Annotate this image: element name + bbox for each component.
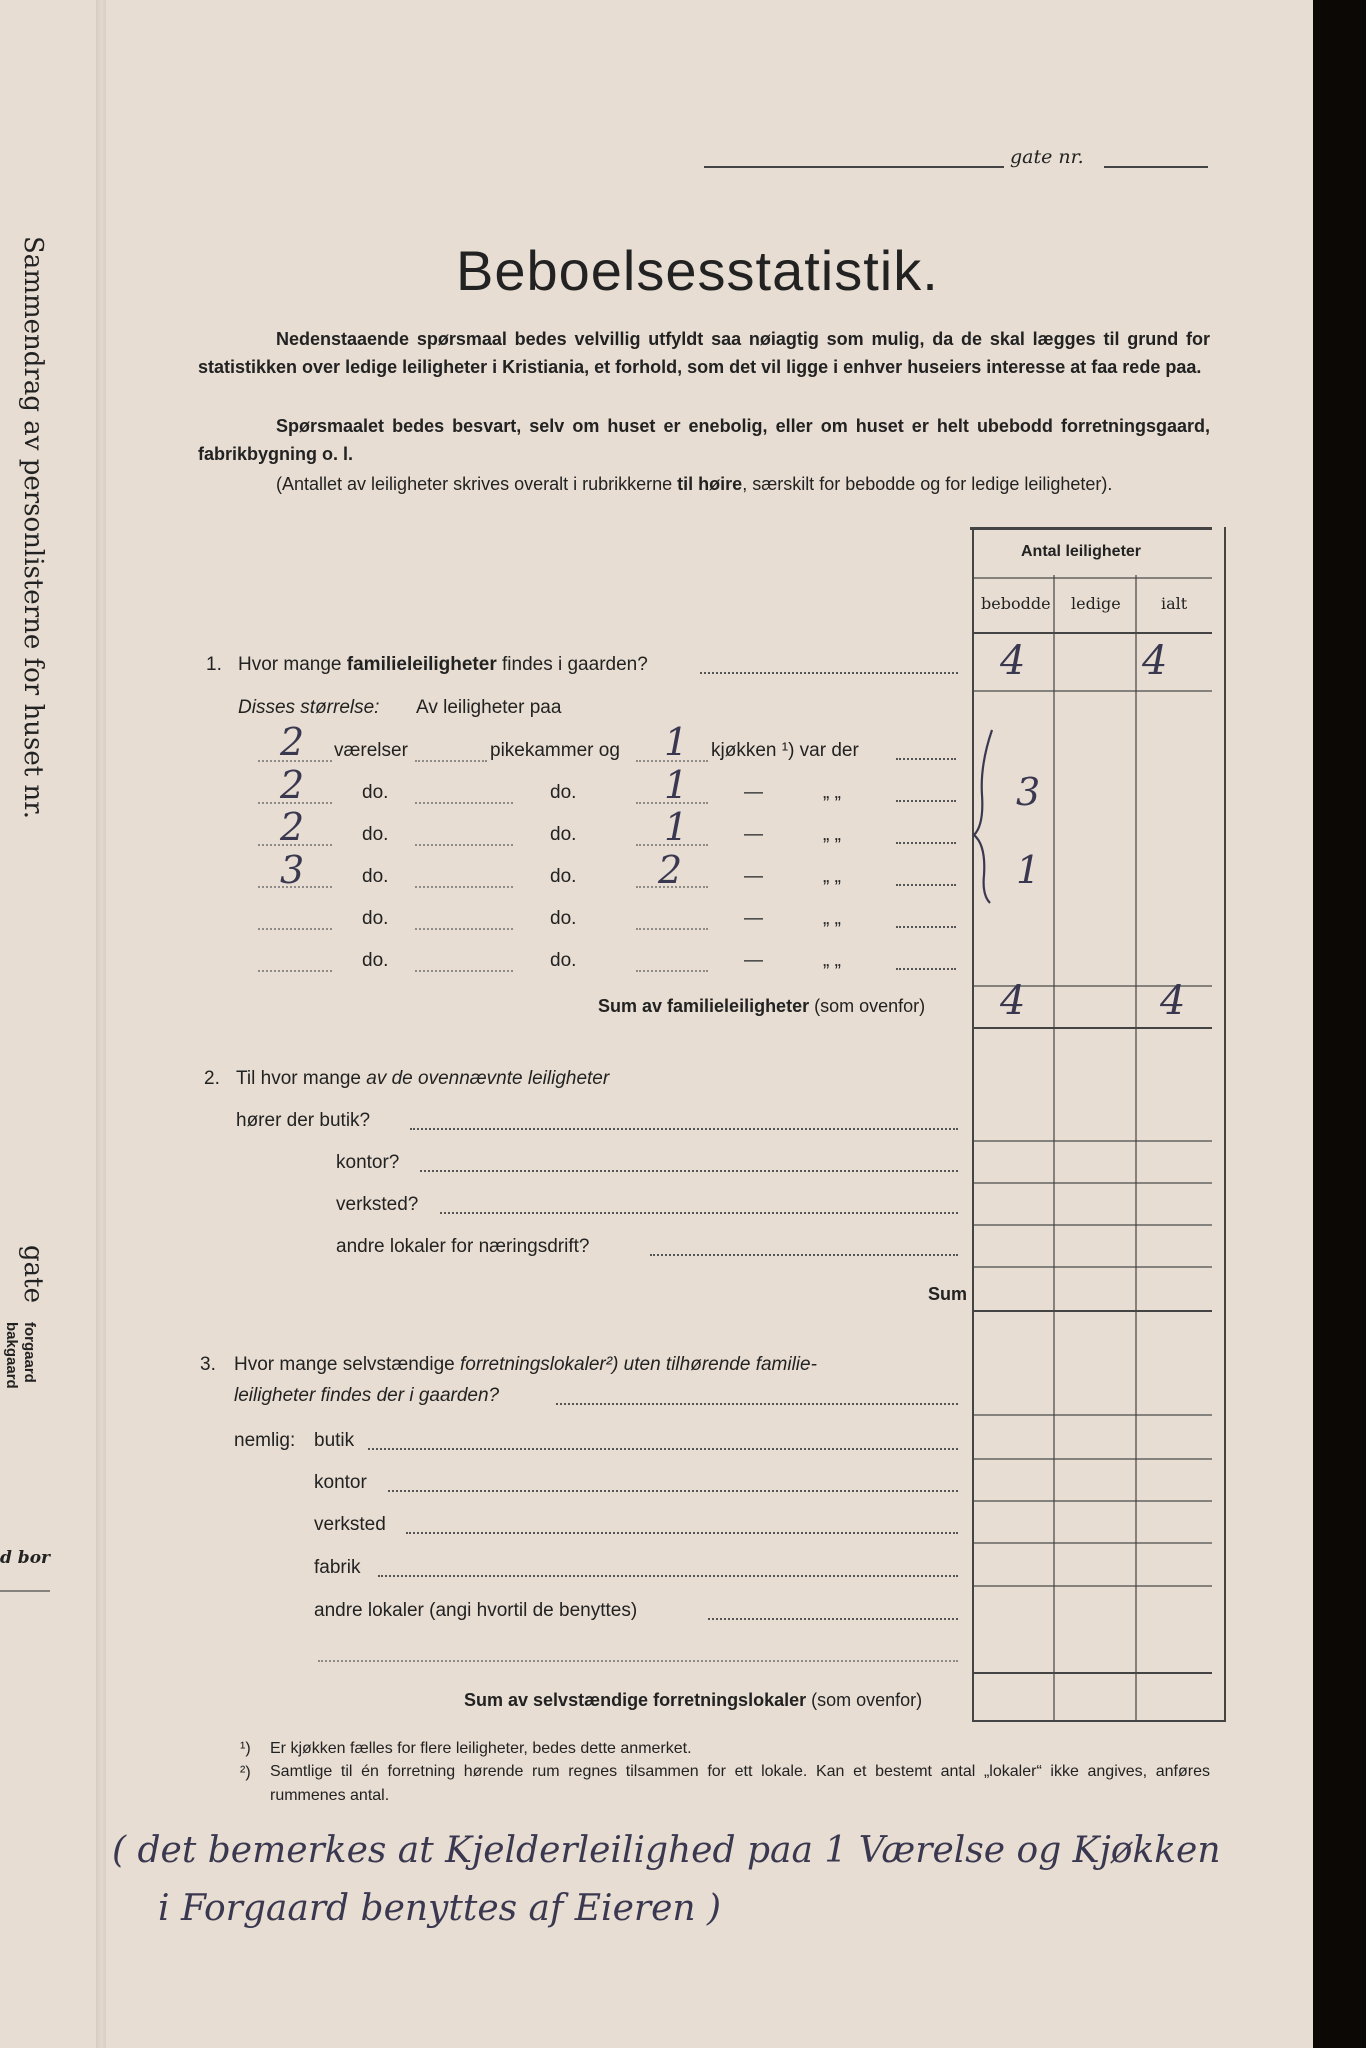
- q2-text-a: Til hvor mange: [236, 1068, 367, 1089]
- q2-row-line-2: [974, 1182, 1212, 1184]
- footnote-1-mark: ¹): [240, 1740, 251, 1757]
- left-margin-vertical-text: Sammendrag av personlisterne for huset nr.: [18, 236, 48, 820]
- q1-row6-do-dots: [415, 970, 513, 972]
- intro-p3-a: (Antallet av leiligheter skrives overalt i rubrikkerne: [276, 474, 678, 494]
- q2-number: 2.: [204, 1068, 220, 1089]
- q1-bebodde-value: 4: [1000, 638, 1026, 684]
- q1-row6-quote: „ „: [823, 950, 841, 971]
- q1-row1-pikekammer: pikekammer og: [490, 740, 620, 761]
- q1-sum-bold: Sum av familieleiligheter: [598, 996, 810, 1016]
- table-col-ledige: ledige: [1071, 594, 1121, 613]
- q1-row2-do-dots: [415, 802, 513, 804]
- q1-sum-bebodde: 4: [1000, 978, 1026, 1024]
- q1-row5-quote: „ „: [823, 908, 841, 929]
- q1-brace-value-1: 3: [1016, 770, 1041, 814]
- q1-row5-do2: do.: [550, 908, 577, 929]
- q1-row6-do2: do.: [550, 950, 577, 971]
- q1-row6-dots: [896, 968, 956, 970]
- q3-dots: [556, 1403, 958, 1405]
- q1-row2-do2: do.: [550, 782, 577, 803]
- q1-text-a: Hvor mange: [238, 654, 347, 675]
- q2-kontor: kontor?: [336, 1152, 400, 1173]
- q1-row-line: [974, 690, 1212, 692]
- table-top-line: [970, 527, 1212, 530]
- q1-row1-kitchen-dots: [636, 760, 708, 762]
- q1-text-c: findes i gaarden?: [496, 654, 648, 675]
- q2-butik-dots: [410, 1128, 958, 1130]
- q2-row-line-3: [974, 1224, 1212, 1226]
- gate-line-right: [1104, 166, 1208, 168]
- q1-row2-dots: [896, 800, 956, 802]
- q1-row3-dash: —: [744, 824, 763, 845]
- q3-question-line1: [234, 1354, 817, 1376]
- gate-nr-label: gate nr.: [1010, 146, 1084, 168]
- q1-row2-kitchen: 1: [664, 763, 689, 807]
- q3-question-line2: leiligheter findes der i gaarden?: [234, 1385, 500, 1406]
- q1-row3-do1: do.: [362, 824, 389, 845]
- q3-sum-bold: Sum av selvstændige forretningslokaler: [464, 1690, 807, 1710]
- q1-row4-kitchen: 2: [658, 848, 683, 892]
- q1-row3-rooms-dots: [258, 844, 332, 846]
- q1-row1-rooms-dots: [258, 760, 332, 762]
- q1-row2-rooms-dots: [258, 802, 332, 804]
- q1-sizes-label: Disses størrelse:: [238, 697, 380, 718]
- q1-row4-rooms: 3: [280, 848, 305, 892]
- q1-dots: [700, 672, 958, 674]
- q3-row-line-0: [974, 1414, 1212, 1416]
- q3-verksted-dots: [406, 1532, 958, 1534]
- q1-row3-quote: „ „: [823, 824, 841, 845]
- left-margin-gate: gate: [18, 1245, 48, 1303]
- page-title: Beboelsesstatistik.: [456, 239, 939, 302]
- intro-paragraph-3: [198, 470, 1210, 498]
- q2-sum: Sum: [928, 1284, 968, 1304]
- table-right-line: [1224, 527, 1226, 1722]
- q3-nemlig: nemlig:: [234, 1430, 296, 1451]
- q1-sum-bottom-line: [974, 1027, 1212, 1029]
- table-col-bebodde: bebodde: [981, 594, 1051, 613]
- intro-paragraph-1: Nedenstaaende spørsmaal bedes velvillig utfyldt saa nøiagtig som mulig, da de skal lægges til grund for statistikken over ledige leiligheter i Kristiania, et forhold, som det vil ligge i enhver huseiers interesse at faa rede paa.: [198, 329, 1210, 377]
- q1-row4-dots: [896, 884, 956, 886]
- q1-row6-do1: do.: [362, 950, 389, 971]
- q1-row1-kjokken: kjøkken ¹) var der: [711, 740, 859, 761]
- footnote-2: Samtlige til én forretning hørende rum regnes tilsammen for ett lokale. Kan et bestemt antal „lokaler“ ikke angives, anføres rummenes antal.: [270, 1763, 1210, 1804]
- q3-andre-line: [318, 1660, 958, 1662]
- q1-question: [238, 654, 648, 676]
- q2-sum-line: [974, 1310, 1212, 1312]
- q1-row2-dash: —: [744, 782, 763, 803]
- q1-number: 1.: [206, 654, 222, 675]
- q1-row4-kitchen-dots: [636, 886, 708, 888]
- q3-row-line-3: [974, 1542, 1212, 1544]
- q3-sum-rest: (som ovenfor): [806, 1690, 923, 1710]
- q3-andre: andre lokaler (angi hvortil de benyttes): [314, 1600, 638, 1621]
- q1-row5-dots: [896, 926, 956, 928]
- q3-row-line-1: [974, 1458, 1212, 1460]
- q1-row2-kitchen-dots: [636, 802, 708, 804]
- q2-question: [236, 1068, 609, 1090]
- q1-row3-do2: do.: [550, 824, 577, 845]
- footnote-1: Er kjøkken fælles for flere leiligheter, bedes dette anmerket.: [270, 1740, 692, 1757]
- q1-row1-dots: [896, 758, 956, 760]
- q1-row4-do2: do.: [550, 866, 577, 887]
- q3-sum-top-line: [974, 1672, 1212, 1674]
- q1-row3-do-dots: [415, 844, 513, 846]
- q1-row6-rooms-dots: [258, 970, 332, 972]
- table-col-divider-1: [1053, 575, 1055, 1722]
- table-header-bottom: [974, 632, 1212, 634]
- q1-row4-rooms-dots: [258, 886, 332, 888]
- q3-butik: butik: [314, 1430, 355, 1451]
- q1-sum-label: [598, 996, 925, 1017]
- table-bottom-line: [974, 1720, 1226, 1722]
- q3-fabrik-dots: [378, 1575, 958, 1577]
- q1-row4-do-dots: [415, 886, 513, 888]
- q3-fabrik: fabrik: [314, 1557, 361, 1578]
- left-margin-line: [0, 1590, 50, 1592]
- q3-number: 3.: [200, 1354, 216, 1375]
- q1-brace-value-2: 1: [1016, 848, 1041, 892]
- q2-verksted-dots: [440, 1212, 958, 1214]
- q1-row3-rooms: 2: [280, 805, 305, 849]
- intro-paragraph-2: Spørsmaalet bedes besvart, selv om huset er enebolig, eller om huset er helt ubebodd forretningsgaard, fabrikbygning o. l.: [198, 416, 1210, 464]
- q1-row5-kitchen-dots: [636, 928, 708, 930]
- q2-andre-dots: [650, 1254, 958, 1256]
- table-header-divider: [974, 577, 1212, 579]
- left-margin-bor: d bor: [0, 1548, 50, 1568]
- q1-row5-dash: —: [744, 908, 763, 929]
- q1-row3-dots: [896, 842, 956, 844]
- table-col-ialt: ialt: [1161, 594, 1188, 613]
- q1-row5-do-dots: [415, 928, 513, 930]
- q1-row2-quote: „ „: [823, 782, 841, 803]
- q1-row5-rooms-dots: [258, 928, 332, 930]
- q2-text-italic: av de ovennævnte leiligheter: [366, 1068, 610, 1089]
- table-col-divider-2: [1135, 575, 1137, 1722]
- intro-p3-c: , særskilt for bebodde og for ledige leiligheter).: [742, 474, 1113, 494]
- q1-sum-rest: (som ovenfor): [809, 996, 926, 1016]
- q3-kontor: kontor: [314, 1472, 367, 1493]
- q1-row6-kitchen-dots: [636, 970, 708, 972]
- intro-p3-bold: til høire: [677, 474, 743, 494]
- q1-sum-ialt: 4: [1160, 978, 1186, 1024]
- table-header-title: Antal leiligheter: [1021, 543, 1142, 560]
- handwritten-note-line-2: i Forgaard benyttes af Eieren ): [158, 1888, 722, 1929]
- q1-row1-rooms: 2: [280, 720, 305, 764]
- q1-row5-do1: do.: [362, 908, 389, 929]
- q3-row-line-2: [974, 1500, 1212, 1502]
- q3-verksted: verksted: [314, 1514, 386, 1535]
- q3-andre-dots: [708, 1618, 958, 1620]
- q1-row4-quote: „ „: [823, 866, 841, 887]
- left-margin-forgaard: forgaard: [21, 1322, 38, 1383]
- q1-row6-dash: —: [744, 950, 763, 971]
- q1-ialt-value: 4: [1142, 638, 1168, 684]
- gate-line-left: [704, 166, 1004, 168]
- q1-row2-do1: do.: [362, 782, 389, 803]
- q1-row4-dash: —: [744, 866, 763, 887]
- q3-text-a: Hvor mange selvstændige: [234, 1354, 460, 1375]
- q2-kontor-dots: [420, 1170, 958, 1172]
- q3-row-line-4: [974, 1585, 1212, 1587]
- q3-text-italic: forretningslokaler²) uten tilhørende familie-: [460, 1354, 817, 1375]
- q1-row4-do1: do.: [362, 866, 389, 887]
- q2-butik: hører der butik?: [236, 1110, 371, 1131]
- left-margin-bakgaard: bakgaard: [3, 1322, 20, 1389]
- q2-row-line-1: [974, 1140, 1212, 1142]
- q1-row1-kitchen: 1: [664, 720, 689, 764]
- q1-text-bold: familieleiligheter: [346, 654, 497, 675]
- q3-sum-label: [464, 1690, 922, 1711]
- q1-row1-pike-dots: [415, 760, 487, 762]
- q2-row-line-4: [974, 1266, 1212, 1268]
- q1-sizes-text: Av leiligheter paa: [416, 697, 562, 718]
- q3-kontor-dots: [388, 1490, 958, 1492]
- footnote-2-mark: ²): [240, 1764, 251, 1781]
- q1-row3-kitchen-dots: [636, 844, 708, 846]
- page-fold: [96, 0, 106, 2048]
- q3-butik-dots: [368, 1448, 958, 1450]
- q2-andre: andre lokaler for næringsdrift?: [336, 1236, 590, 1257]
- q2-verksted: verksted?: [336, 1194, 419, 1215]
- q1-row2-rooms: 2: [280, 763, 305, 807]
- q1-row1-vaerelser: værelser: [334, 740, 408, 761]
- handwritten-note-line-1: ( det bemerkes at Kjelderleilighed paa 1 Værelse og Kjøkken: [112, 1830, 1221, 1871]
- q1-row3-kitchen: 1: [664, 805, 689, 849]
